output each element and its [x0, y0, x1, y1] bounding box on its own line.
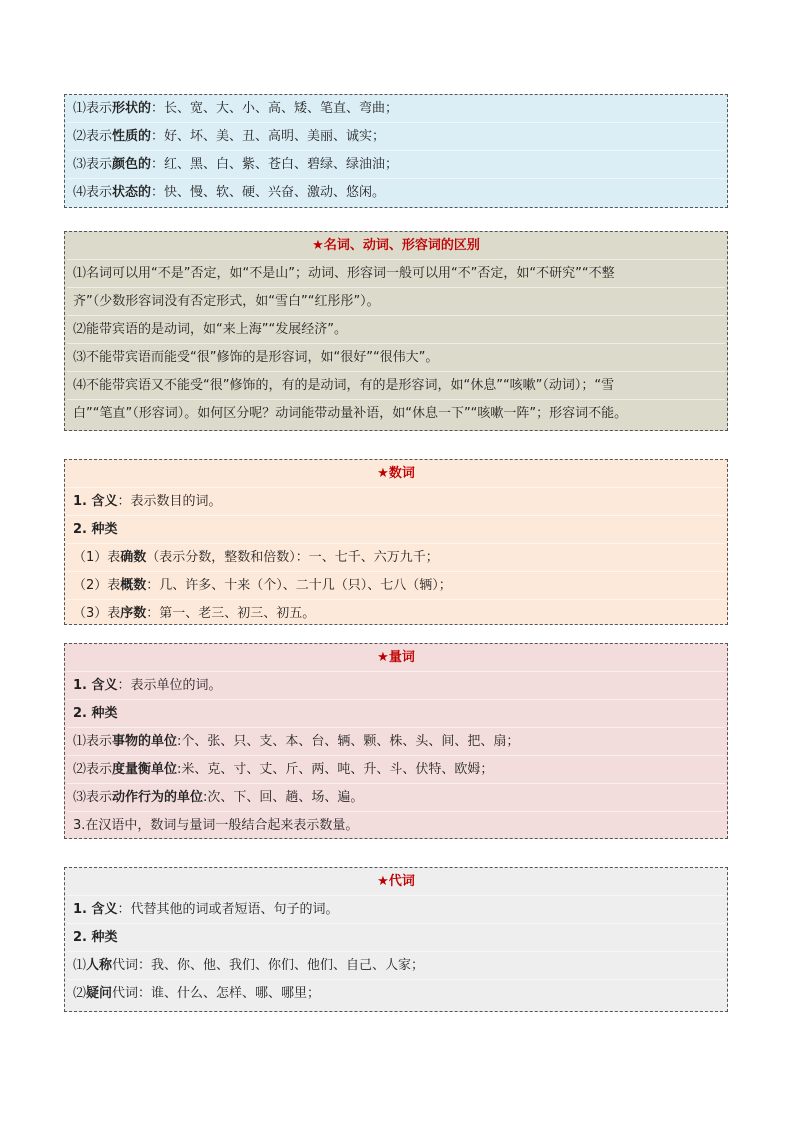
- difference-line: ⑶不能带宾语而能受“很”修饰的是形容词，如“很好”“很伟大”。: [67, 344, 725, 372]
- adjective-item-nature: ⑵表示性质的：好、坏、美、丑、高明、美丽、诚实；: [67, 123, 725, 151]
- adjective-item-shape: ⑴表示形状的：长、宽、大、小、高、矮、笔直、弯曲；: [67, 95, 725, 123]
- difference-line: 白”“笔直”（形容词）。如何区分呢？动词能带动量补语，如“休息一下”“咳嗽一阵”；形容词不能。: [73, 406, 628, 421]
- difference-line: ⑴名词可以用“不是”否定，如“不是山”；动词、形容词一般可以用“不”否定，如“不研究”“不整: [67, 260, 725, 288]
- difference-line: 齐”（少数形容词没有否定形式，如“雪白”“红彤彤”）。: [67, 288, 725, 316]
- pronoun-item-interrogative: ⑵疑问代词：谁、什么、怎样、哪、哪里；: [73, 986, 321, 1001]
- difference-line: ⑷不能带宾语又不能受“很”修饰的，有的是动词，有的是形容词，如“休息”“咳嗽”（动词）；“雪: [67, 372, 725, 400]
- measure-item-things: ⑴表示事物的单位:个、张、只、支、本、台、辆、颗、株、头、间、把、扇；: [67, 728, 725, 756]
- measure-word-box: [64, 643, 728, 839]
- meaning-line: 1. 含义：表示单位的词。: [67, 672, 725, 700]
- measure-item-actions: ⑶表示动作行为的单位:次、下、回、趟、场、遍。: [67, 784, 725, 812]
- numeral-item-ordinal: （3）表序数：第一、老三、初三、初五。: [73, 606, 316, 621]
- kinds-heading: 2. 种类: [67, 700, 725, 728]
- pronoun-item-personal: ⑴人称代词：我、你、他、我们、你们、他们、自己、人家；: [67, 952, 725, 980]
- section-title: ★代词: [67, 868, 725, 896]
- adjective-item-color: ⑶表示颜色的：红、黑、白、紫、苍白、碧绿、绿油油；: [67, 151, 725, 179]
- adjective-item-state: ⑷表示状态的：快、慢、软、硬、兴奋、激动、悠闲。: [73, 185, 386, 200]
- numeral-item-exact: （1）表确数（表示分数，整数和倍数）：一、七千、六万九千；: [67, 544, 725, 572]
- measure-note: 3.在汉语中，数词与量词一般结合起来表示数量。: [73, 818, 359, 833]
- pronoun-box: [64, 867, 728, 1012]
- section-title: ★名词、动词、形容词的区别: [67, 232, 725, 260]
- section-title: ★量词: [67, 644, 725, 672]
- meaning-line: 1. 含义：表示数目的词。: [67, 488, 725, 516]
- meaning-line: 1. 含义：代替其他的词或者短语、句子的词。: [67, 896, 725, 924]
- adjective-types-box: [64, 94, 728, 208]
- word-class-difference-box: [64, 231, 728, 431]
- difference-line: ⑵能带宾语的是动词，如“来上海”“发展经济”。: [67, 316, 725, 344]
- section-title: ★数词: [67, 460, 725, 488]
- numeral-box: [64, 459, 728, 625]
- kinds-heading: 2. 种类: [67, 924, 725, 952]
- kinds-heading: 2. 种类: [67, 516, 725, 544]
- numeral-item-approx: （2）表概数：几、许多、十来（个）、二十几（只）、七八（辆）；: [67, 572, 725, 600]
- measure-item-units: ⑵表示度量衡单位:米、克、寸、丈、斤、两、吨、升、斗、伏特、欧姆；: [67, 756, 725, 784]
